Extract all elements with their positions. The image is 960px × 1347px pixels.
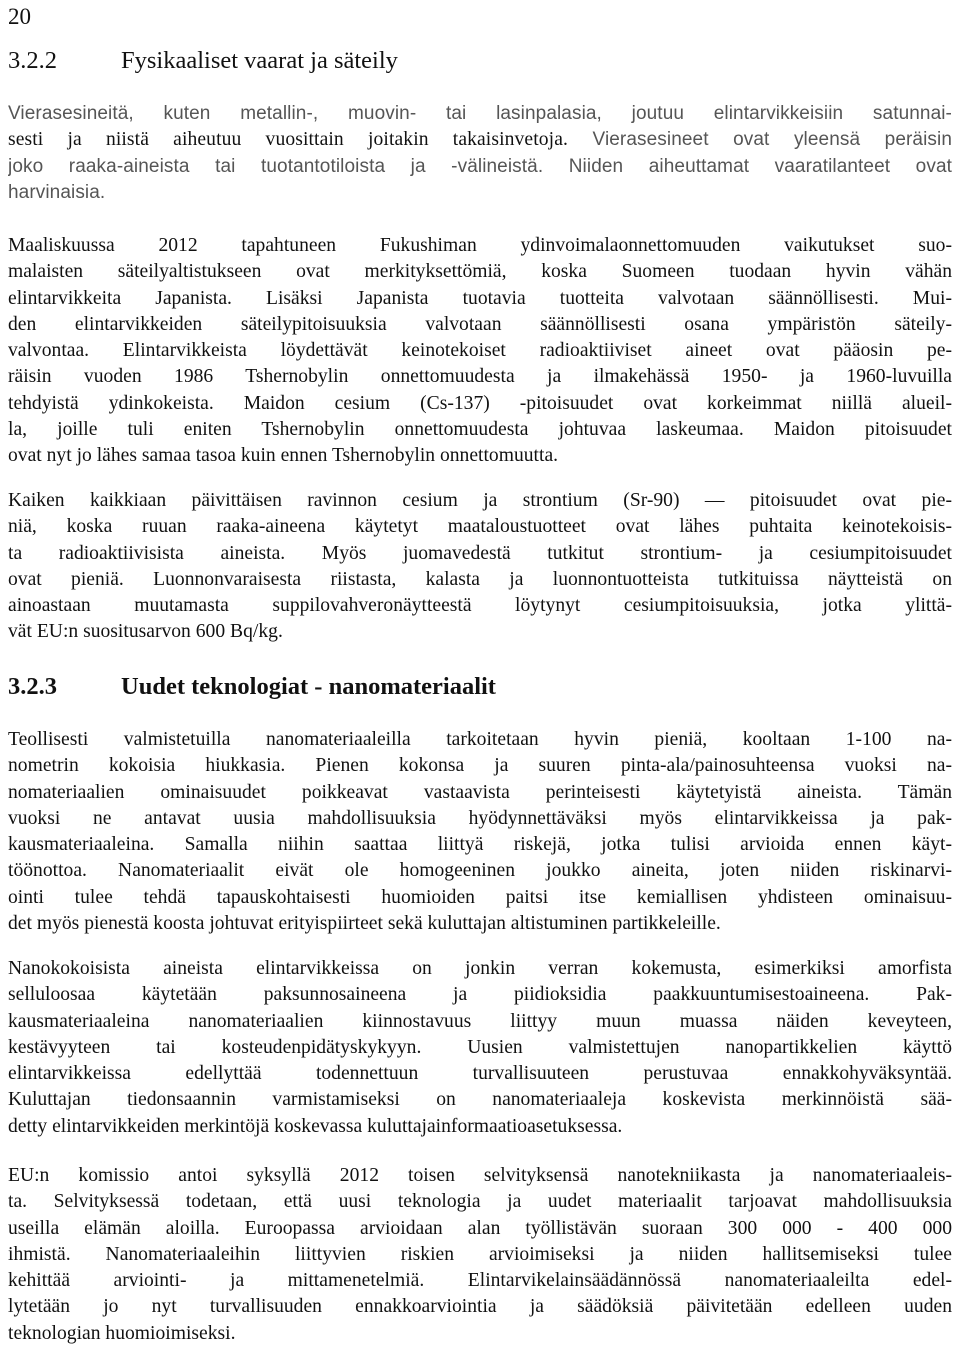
text-line: Kuluttajan tiedonsaannin varmistamiseksi on nanomateriaaleja koskevista merkinnöistä sää- [8, 1089, 952, 1111]
text-line: elintarvikkeita Japanista. Lisäksi Japanista tuotavia tuotteita valvotaan säännöllisesti. Mui- [8, 287, 952, 309]
text-line: Kaiken kaikkiaan päivittäisen ravinnon cesium ja strontium (Sr-90) — pitoisuudet ovat pie- [8, 490, 952, 511]
text-line-part: sesti ja niistä aiheutuu vuosittain joitakin takaisinvetoja. [8, 129, 568, 151]
text-line: joko raaka-aineista tai tuotantotiloista ja -välineistä. Niiden aiheuttamat vaaratilanteet ovat [8, 155, 952, 177]
text-line: niä, koska ruuan raaka-aineena käytetyt maataloustuotteet ovat lähes puhtaita keinotekoisis- [8, 516, 952, 538]
text-line: den elintarvikkeiden säteilypitoisuuksia valvotaan säännöllisesti osana ympäristön säteily- [8, 313, 952, 335]
text-line: ointi tulee tehdä tapauskohtaisesti huomioiden paitsi itse kemiallisen yhdisteen ominaisuu- [8, 886, 952, 908]
text-line: kehittää arviointi- ja mittamenetelmiä. Elintarvikelainsäädännössä nanomateriaaleilta edel- [8, 1270, 952, 1292]
text-line: elintarvikkeissa edellyttää todennettuun turvallisuuteen perustuvaa ennakkohyväksyntää. [8, 1063, 952, 1085]
section-heading-3-2-3 [8, 672, 496, 702]
text-line: nomateriaalien ominaisuudet poikkeavat vastaavista perinteisesti käytetyistä aineista. Tämän [8, 781, 952, 803]
paragraph-nanomaterials [8, 727, 952, 937]
section-heading-3-2-2 [8, 46, 398, 76]
text-line: selluloosaa käytetään paksunnosaineena ja piidioksidia paakkuuntumisestoaineena. Pak- [8, 984, 952, 1006]
text-line: vuoksi ne antavat uusia mahdollisuuksia hyödynnettäväksi myös elintarvikkeissa ja pak- [8, 807, 952, 829]
text-line: kausmateriaaleina nanomateriaalien kiinnostavuus liittyy muun muassa näiden keveyteen, [8, 1010, 952, 1032]
text-line: ihmistä. Nanomateriaaleihin liittyvien riskien arvioimiseksi ja niiden hallitsemiseksi tulee [8, 1243, 952, 1265]
text-line: malaisten säteilyaltistukseen ovat merkityksettömiä, koska Suomeen tuodaan hyvin vähän [8, 261, 952, 283]
section-number: 3.2.2 [8, 47, 57, 74]
text-line: kausmateriaaleina. Samalla niihin saattaa liittyä riskejä, jotka tulisi arvioida ennen käyt- [8, 834, 952, 856]
text-line: EU:n komissio antoi syksyllä 2012 toisen selvityksensä nanotekniikasta ja nanomateriaaleis- [8, 1165, 952, 1186]
paragraph-nano-food-experience [8, 956, 952, 1140]
text-line: Vierasesineitä, kuten metallin-, muovin- tai lasinpalasia, joutuu elintarvikkeisiin satunnai- [8, 103, 952, 124]
text-line: detty elintarvikkeiden merkintöjä koskevassa kuluttajainformaatioasetuksessa. [8, 1115, 623, 1137]
text-line: teknologian huomioimiseksi. [8, 1322, 236, 1344]
text-line: valvontaa. Elintarvikkeista löydettävät keinotekoiset radioaktiiviset aineet ovat pääosin pe- [8, 340, 952, 362]
paragraph-foreign-objects [8, 101, 952, 206]
text-line [8, 127, 952, 153]
paragraph-eu-commission [8, 1163, 952, 1347]
text-line: vät EU:n suositusarvon 600 Bq/kg. [8, 621, 283, 643]
text-line: harvinaisia. [8, 181, 106, 203]
text-line: ovat pieniä. Luonnonvaraisesta riistasta, kalasta ja luonnontuotteista tutkituissa näytteistä on [8, 568, 952, 590]
text-line: Nanokokoisista aineista elintarvikkeissa on jonkin verran kokemusta, esimerkiksi amorfista [8, 958, 952, 979]
text-line: tehdyistä ydinkokeista. Maidon cesium (Cs-137) -pitoisuudet ovat korkeimmat niillä alueil- [8, 392, 952, 414]
text-line: ta radioaktiivisista aineista. Myös juomavedestä tutkitut strontium- ja cesiumpitoisuudet [8, 542, 952, 564]
text-line: nometrin kokoisia hiukkasia. Pienen kokonsa ja suuren pinta-ala/painosuhteensa vuoksi na- [8, 755, 952, 777]
text-line: lytetään jo nyt turvallisuuden ennakkoarviointia ja säädöksiä päivitetään edelleen uuden [8, 1296, 952, 1318]
section-title: Fysikaaliset vaarat ja säteily [121, 47, 398, 74]
section-title: Uudet teknologiat - nanomateriaalit [121, 673, 496, 700]
paragraph-fukushima [8, 233, 952, 470]
text-line: ainoastaan muutamasta suppilovahveronäytteestä löytynyt cesiumpitoisuuksia, jotka ylittä- [8, 595, 952, 617]
text-line: useilla elämän aloilla. Euroopassa arvioidaan alan työllistävän suoraan 300 000 - 400 000 [8, 1217, 952, 1239]
text-line: Teollisesti valmistetuilla nanomateriaaleilla tarkoitetaan hyvin pieniä, kooltaan 1-100 na- [8, 729, 952, 750]
text-line: ovat nyt jo lähes samaa tasoa kuin ennen Tshernobylin onnettomuutta. [8, 445, 559, 467]
page-number: 20 [8, 4, 31, 29]
text-line: la, joille tuli eniten Tshernobylin onnettomuudesta johtuvaa laskeumaa. Maidon pitoisuudet [8, 419, 952, 441]
text-line: Maaliskuussa 2012 tapahtuneen Fukushiman ydinvoimalaonnettomuuden vaikutukset suo- [8, 235, 952, 256]
text-line: kestävyyteen tai kosteudenpidätyskykyyn. Uusien valmistettujen nanopartikkelien käyttö [8, 1036, 952, 1058]
text-line: ta. Selvityksessä todetaan, että uusi teknologia ja uudet materiaalit tarjoavat mahdollisuuksia [8, 1191, 952, 1213]
text-line-part: Vierasesineet ovat yleensä peräisin [568, 129, 952, 151]
paragraph-cesium-strontium [8, 488, 952, 646]
text-line: töönottoa. Nanomateriaalit eivät ole homogeeninen joukko aineita, joten niiden riskinarvi- [8, 860, 952, 882]
text-line: räisin vuoden 1986 Tshernobylin onnettomuudesta ja ilmakehässä 1950- ja 1960-luvuilla [8, 366, 952, 388]
text-line: det myös pienestä koosta johtuvat erityispiirteet sekä kuluttajan altistuminen partikkeleille. [8, 913, 721, 935]
section-number: 3.2.3 [8, 673, 57, 700]
